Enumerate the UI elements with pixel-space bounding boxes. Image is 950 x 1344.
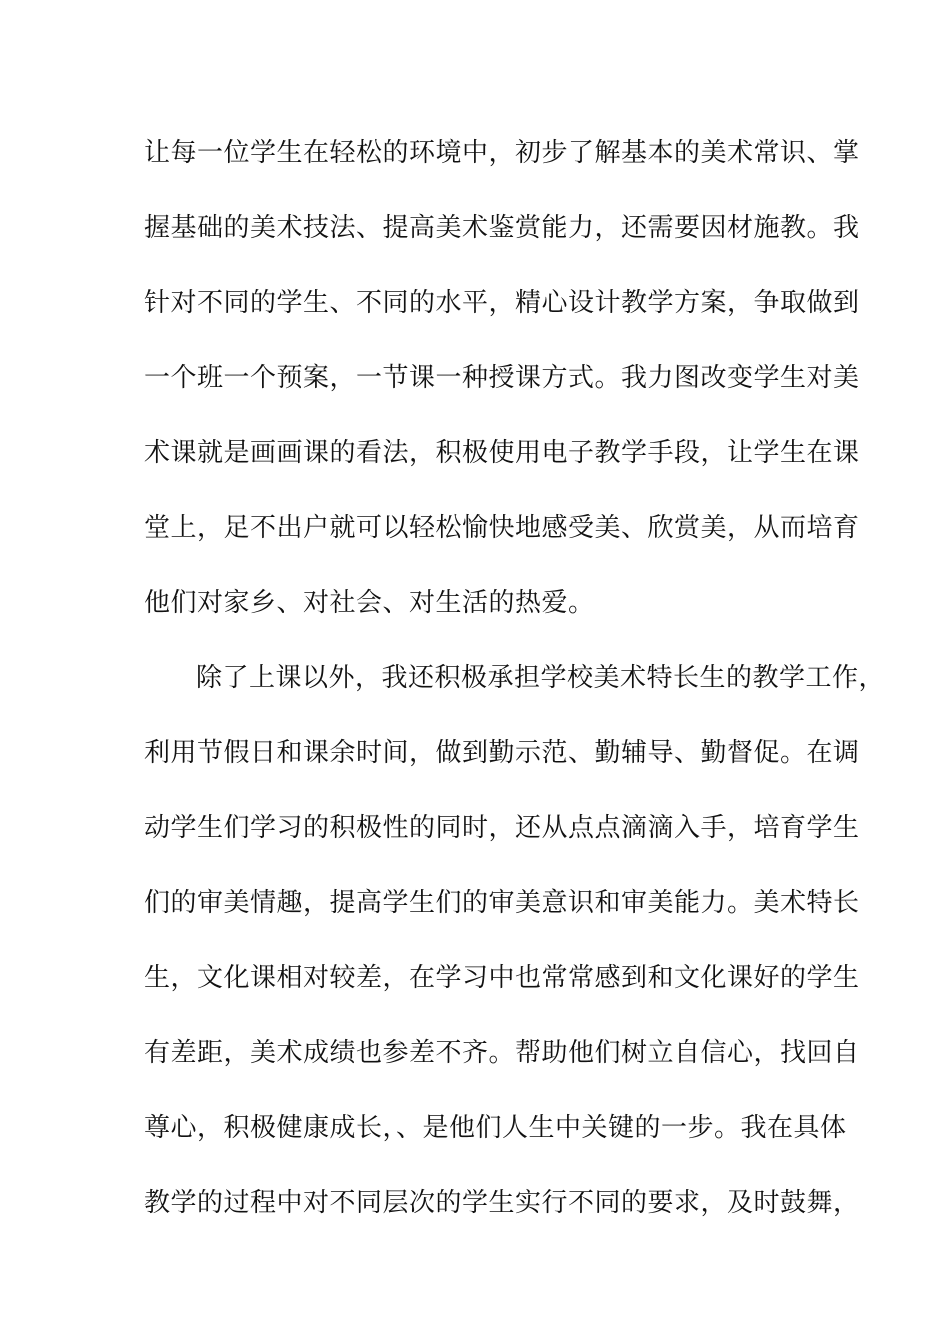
text-line-15: 教学的过程中对不同层次的学生实行不同的要求，及时鼓舞， [144,1188,860,1218]
text-line-14: 尊心，积极健康成长，、是他们人生中关键的一步。我在具体 [144,1113,847,1143]
text-line-2: 握基础的美术技法、提高美术鉴赏能力，还需要因材施教。我 [144,213,860,243]
body-text [144,132,886,1257]
text-line-1: 让每一位学生在轻松的环境中，初步了解基本的美术常识、掌 [144,138,860,168]
text-line-6: 堂上，足不出户就可以轻松愉快地感受美、欣赏美，从而培育 [144,513,860,543]
text-line-4: 一个班一个预案，一节课一种授课方式。我力图改变学生对美 [144,363,860,393]
text-line-10: 动学生们学习的积极性的同时，还从点点滴滴入手，培育学生 [144,813,860,843]
paragraph-start-line: 除了上课以外，我还积极承担学校美术特长生的教学工作， [196,663,886,693]
text-line-9: 利用节假日和课余时间，做到勤示范、勤辅导、勤督促。在调 [144,738,860,768]
text-line-11: 们的审美情趣，提高学生们的审美意识和审美能力。美术特长 [144,888,860,918]
text-line-5: 术课就是画画课的看法，积极使用电子教学手段，让学生在课 [144,438,860,468]
text-line-7: 他们对家乡、对社会、对生活的热爱。 [144,588,595,618]
text-line-12: 生，文化课相对较差，在学习中也常常感到和文化课好的学生 [144,963,860,993]
text-line-13: 有差距，美术成绩也参差不齐。帮助他们树立自信心，找回自 [144,1038,860,1068]
text-line-3: 针对不同的学生、不同的水平，精心设计教学方案，争取做到 [144,288,860,318]
